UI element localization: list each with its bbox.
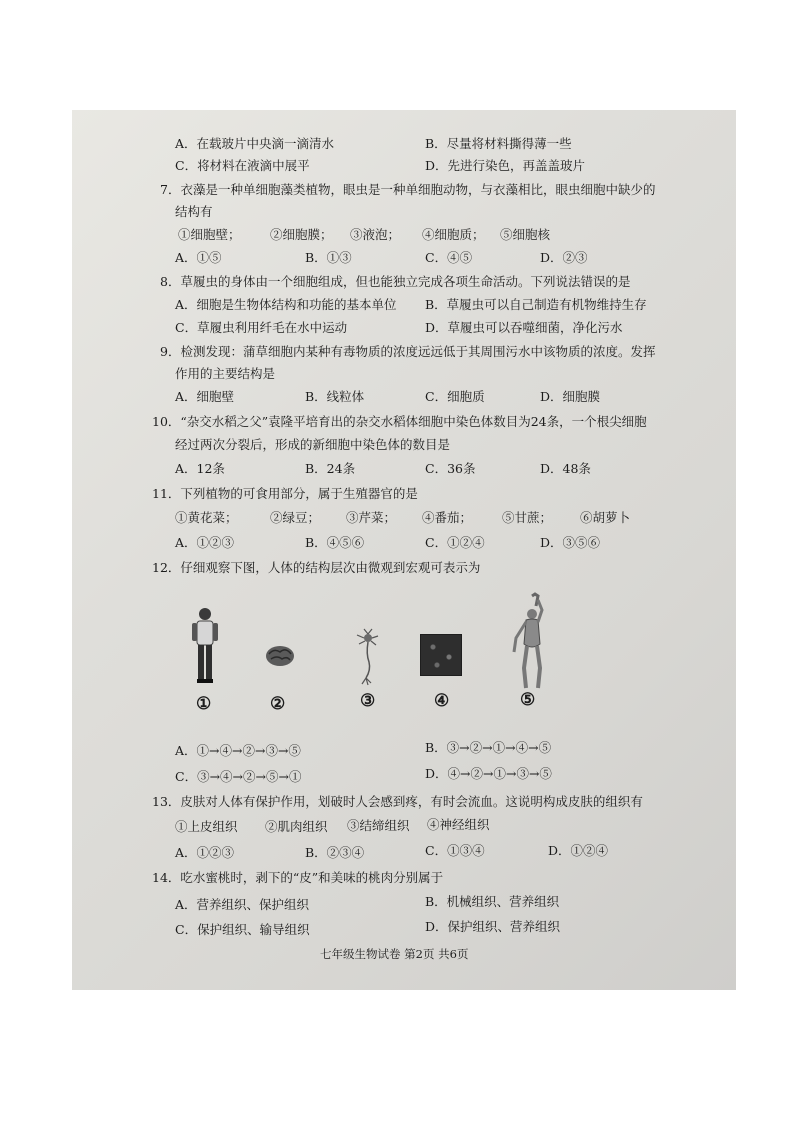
q13-stem: 13．皮肤对人体有保护作用，划破时人会感到疼，有时会流血。这说明构成皮肤的组织有 xyxy=(152,794,643,809)
q11-item: ⑥胡萝卜 xyxy=(580,510,631,525)
q10-option-d: D．48条 xyxy=(540,461,591,476)
figure-label-4: ④ xyxy=(434,691,450,711)
q8-option-c: C．草履虫利用纤毛在水中运动 xyxy=(175,320,348,335)
q11-item: ②绿豆； xyxy=(270,510,321,525)
q13-item: ①上皮组织 xyxy=(175,819,238,834)
q11-item: ④番茄； xyxy=(422,510,473,525)
q8-option-a: A．细胞是生物体结构和功能的基本单位 xyxy=(175,297,397,312)
tissue-figure xyxy=(420,634,462,676)
q13-option-b: B．②③④ xyxy=(305,845,365,860)
q9-stem-cont: 作用的主要结构是 xyxy=(175,366,276,381)
q10-option-a: A．12条 xyxy=(175,461,225,476)
figure-label-2: ② xyxy=(270,694,286,714)
q8-stem: 8．草履虫的身体由一个细胞组成，但也能独立完成各项生命活动。下列说法错误的是 xyxy=(160,274,631,289)
q14-option-a: A．营养组织、保护组织 xyxy=(175,897,310,912)
q12-option-a: A．①→④→②→③→⑤ xyxy=(175,743,301,758)
q11-stem: 11．下列植物的可食用部分，属于生殖器官的是 xyxy=(152,486,418,501)
q13-option-a: A．①②③ xyxy=(175,845,235,860)
person-figure xyxy=(188,605,222,685)
q9-option-b: B．线粒体 xyxy=(305,389,365,404)
q8-option-d: D．草履虫可以吞噬细菌，净化污水 xyxy=(425,320,623,335)
q7-option-a: A．①⑤ xyxy=(175,250,222,265)
q6-option-a: A．在载玻片中央滴一滴清水 xyxy=(175,136,335,151)
q7-item: ④细胞质； xyxy=(422,227,485,242)
q14-stem: 14．吃水蜜桃时，剥下的“皮”和美味的桃肉分别属于 xyxy=(152,870,444,885)
q10-stem-cont: 经过两次分裂后，形成的新细胞中染色体的数目是 xyxy=(175,437,451,452)
q7-stem: 7．衣藻是一种单细胞藻类植物，眼虫是一种单细胞动物，与衣藻相比，眼虫细胞中缺少的 xyxy=(160,182,656,197)
q7-stem-cont: 结构有 xyxy=(175,204,213,219)
q9-option-d: D．细胞膜 xyxy=(540,389,601,404)
figure-label-5: ⑤ xyxy=(520,690,536,710)
q12-option-d: D．④→②→①→③→⑤ xyxy=(425,766,552,781)
q11-option-b: B．④⑤⑥ xyxy=(305,535,365,550)
q11-option-a: A．①②③ xyxy=(175,535,235,550)
q13-option-d: D．①②④ xyxy=(548,843,609,858)
q6-option-b: B．尽量将材料撕得薄一些 xyxy=(425,136,572,151)
q7-item: ①细胞壁； xyxy=(178,227,241,242)
q9-option-c: C．细胞质 xyxy=(425,389,485,404)
q11-option-c: C．①②④ xyxy=(425,535,485,550)
q13-item: ③结缔组织 xyxy=(347,818,410,833)
q7-item: ③液泡； xyxy=(350,227,401,242)
q7-option-d: D．②③ xyxy=(540,250,588,265)
exam-page xyxy=(72,110,736,990)
organ-figure xyxy=(264,642,296,668)
cell-figure xyxy=(354,628,380,686)
q10-option-b: B．24条 xyxy=(305,461,356,476)
figure-label-1: ① xyxy=(196,694,212,714)
q13-item: ④神经组织 xyxy=(427,817,490,832)
q12-option-c: C．③→④→②→⑤→① xyxy=(175,769,302,784)
q7-option-b: B．①③ xyxy=(305,250,352,265)
q9-stem: 9．检测发现：蒲草细胞内某种有毒物质的浓度远远低于其周围污水中该物质的浓度。发挥 xyxy=(160,344,656,359)
q10-stem: 10．“杂交水稻之父”袁隆平培育出的杂交水稻体细胞中染色体数目为24条，一个根尖细胞 xyxy=(152,414,647,429)
q8-option-b: B．草履虫可以自己制造有机物维持生存 xyxy=(425,297,647,312)
q11-item: ③芹菜； xyxy=(346,510,397,525)
system-figure xyxy=(508,592,554,692)
q13-item: ②肌肉组织 xyxy=(265,819,328,834)
q12-stem: 12．仔细观察下图，人体的结构层次由微观到宏观可表示为 xyxy=(152,560,481,575)
q14-option-b: B．机械组织、营养组织 xyxy=(425,894,560,909)
q12-option-b: B．③→②→①→④→⑤ xyxy=(425,740,552,755)
q11-option-d: D．③⑤⑥ xyxy=(540,535,601,550)
q7-item: ⑤细胞核 xyxy=(500,227,551,242)
page-footer: 七年级生物试卷 第2页 共6页 xyxy=(320,947,469,961)
q9-option-a: A．细胞壁 xyxy=(175,389,235,404)
q10-option-c: C．36条 xyxy=(425,461,476,476)
q14-option-c: C．保护组织、输导组织 xyxy=(175,922,310,937)
q6-option-d: D．先进行染色，再盖盖玻片 xyxy=(425,158,586,173)
figure-label-3: ③ xyxy=(360,691,376,711)
q11-item: ⑤甘蔗； xyxy=(502,510,553,525)
q7-item: ②细胞膜； xyxy=(270,227,333,242)
q11-item: ①黄花菜； xyxy=(175,510,238,525)
q14-option-d: D．保护组织、营养组织 xyxy=(425,919,561,934)
q13-option-c: C．①③④ xyxy=(425,843,485,858)
q7-option-c: C．④⑤ xyxy=(425,250,473,265)
q6-option-c: C．将材料在液滴中展平 xyxy=(175,158,310,173)
